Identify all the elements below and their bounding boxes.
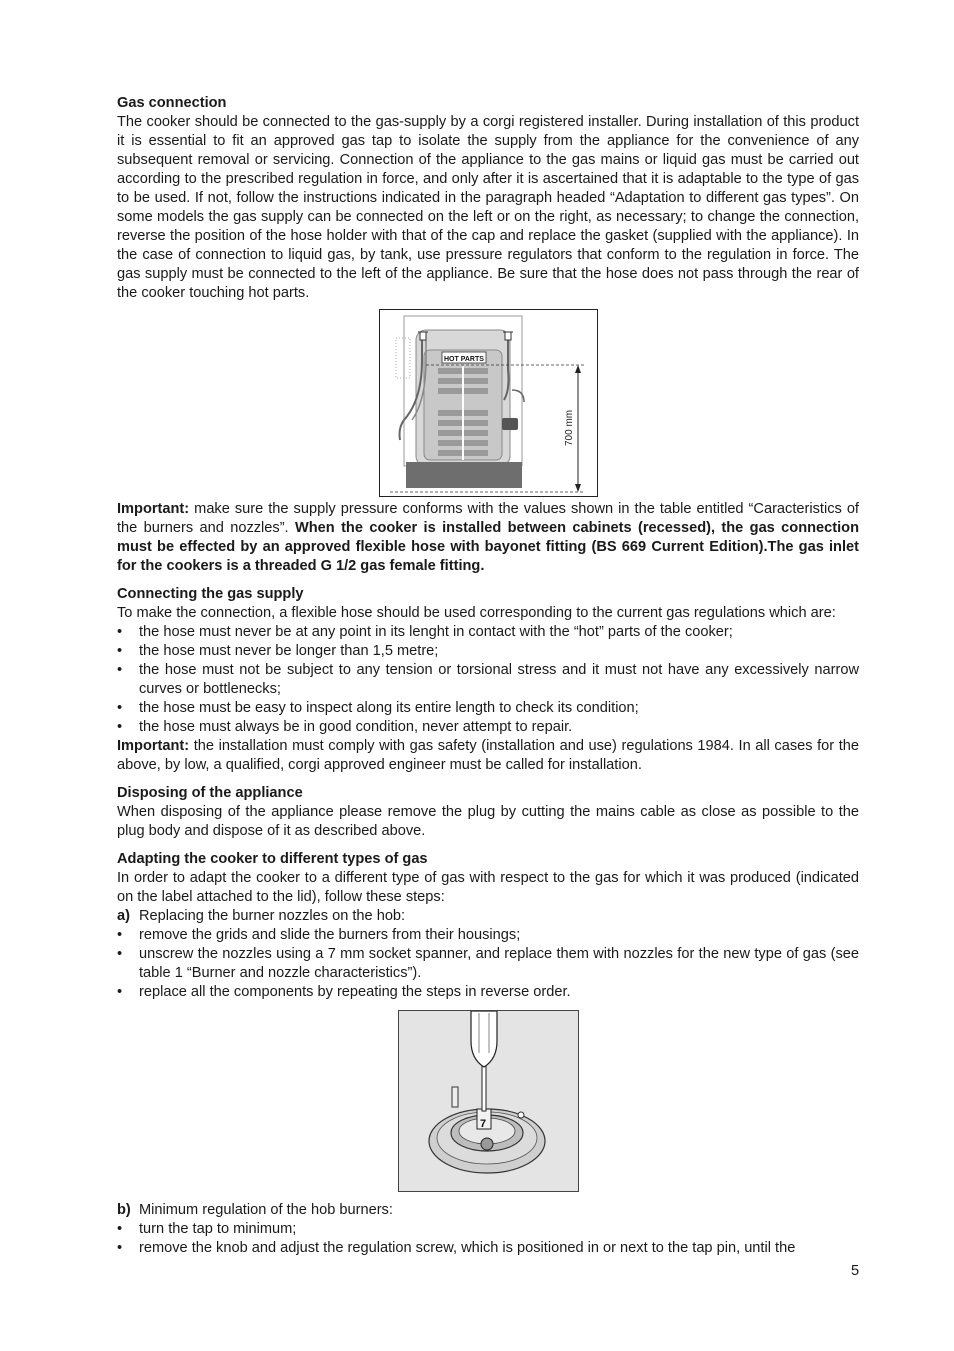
- page-content: [117, 94, 859, 1258]
- step-b: b) Minimum regulation of the hob burners:: [117, 1202, 393, 1218]
- spanner-nozzle-diagram: [398, 1010, 579, 1192]
- list-item: • the hose must never be at any point in its lenght in contact with the “hot” parts of the cooker;: [117, 624, 733, 640]
- list-item: • unscrew the nozzles using a 7 mm socket spanner, and replace them with nozzles for the new type of gas (see table 1 “Burner and nozzle characteristics”).: [117, 946, 859, 981]
- adapting-heading: Adapting the cooker to different types of gas: [117, 851, 428, 867]
- spanner-size-label: 7: [480, 1118, 487, 1130]
- list-item: • the hose must never be longer than 1,5 metre;: [117, 643, 439, 659]
- important-pressure-note: [117, 500, 859, 576]
- connecting-heading: Connecting the gas supply: [117, 586, 304, 602]
- nozzle-steps-list: [117, 926, 859, 1002]
- important-bold-text: When the cooker is installed between cabinets (recessed), the gas connection must be effected by an approved flexible hose with bayonet fitting (BS 669 Current Edition).The gas inlet for the cookers is a threaded G 1/2 gas female fitting.: [117, 520, 859, 574]
- hot-parts-label: HOT PARTS: [444, 356, 484, 363]
- adapting-intro: In order to adapt the cooker to a different type of gas with respect to the gas for which it was produced (indicated on the label attached to the lid), follow these steps:: [117, 870, 859, 905]
- connecting-intro: To make the connection, a flexible hose should be used corresponding to the current gas regulations which are:: [117, 605, 836, 621]
- important-label: Important:: [117, 501, 190, 517]
- important-text: make sure the supply pressure conforms with the values shown in the table entitled “Caracteristics of the burners and nozzles”.: [117, 501, 859, 536]
- step-a: a) Replacing the burner nozzles on the hob:: [117, 908, 406, 924]
- list-item: • the hose must always be in good condition, never attempt to repair.: [117, 719, 573, 735]
- minimum-regulation-list: [117, 1220, 859, 1258]
- list-item: • turn the tap to minimum;: [117, 1221, 297, 1237]
- dimension-label: 700 mm: [564, 409, 575, 446]
- gas-connection-body: The cooker should be connected to the gas-supply by a corgi registered installer. During installation of this product it is essential to fit an approved gas tap to isolate the supply from the appliance for the convenience of any subsequent removal or servicing. Connection of the appliance to the gas mains or liquid gas must be carried out according to the prescribed regulation in force, and only after it is ascertained that it is adaptable to the type of gas to be used. If not, follow the instructions indicated in the paragraph headed “Adaptation to different gas types”. On some models the gas supply can be connected on the left or on the right, as necessary; to change the connection, reverse the position of the hose holder with that of the cap and replace the gasket (supplied with the appliance). In the case of connection to liquid gas, by tank, use pressure regulators that conform to the regulation in force. The gas supply must be connected to the left of the appliance. Be sure that the hose does not pass through the rear of the cooker touching hot parts.: [117, 114, 859, 301]
- gas-connection-heading: Gas connection: [117, 95, 227, 111]
- connecting-important-note: Important: the installation must comply with gas safety (installation and use) regulations 1984. In all cases for the above, by low, a qualified, corgi approved engineer must be called for installation.: [117, 738, 859, 773]
- disposing-body: When disposing of the appliance please remove the plug by cutting the mains cable as close as possible to the plug body and dispose of it as described above.: [117, 804, 859, 839]
- list-item: • replace all the components by repeating the steps in reverse order.: [117, 984, 571, 1000]
- hose-requirements-list: [117, 623, 859, 737]
- list-item: • the hose must be easy to inspect along its entire length to check its condition;: [117, 700, 639, 716]
- cooker-rear-diagram: [379, 309, 598, 497]
- disposing-heading: Disposing of the appliance: [117, 785, 303, 801]
- list-item: • remove the knob and adjust the regulation screw, which is positioned in or next to the tap pin, until the: [117, 1240, 796, 1256]
- list-item: • remove the grids and slide the burners from their housings;: [117, 927, 521, 943]
- spanner-svg: [399, 1011, 578, 1191]
- list-item: • the hose must not be subject to any tension or torsional stress and it must not have any excessively narrow curves or bottlenecks;: [117, 662, 859, 697]
- cooker-rear-svg: [380, 310, 597, 496]
- page-number: 5: [851, 1263, 860, 1279]
